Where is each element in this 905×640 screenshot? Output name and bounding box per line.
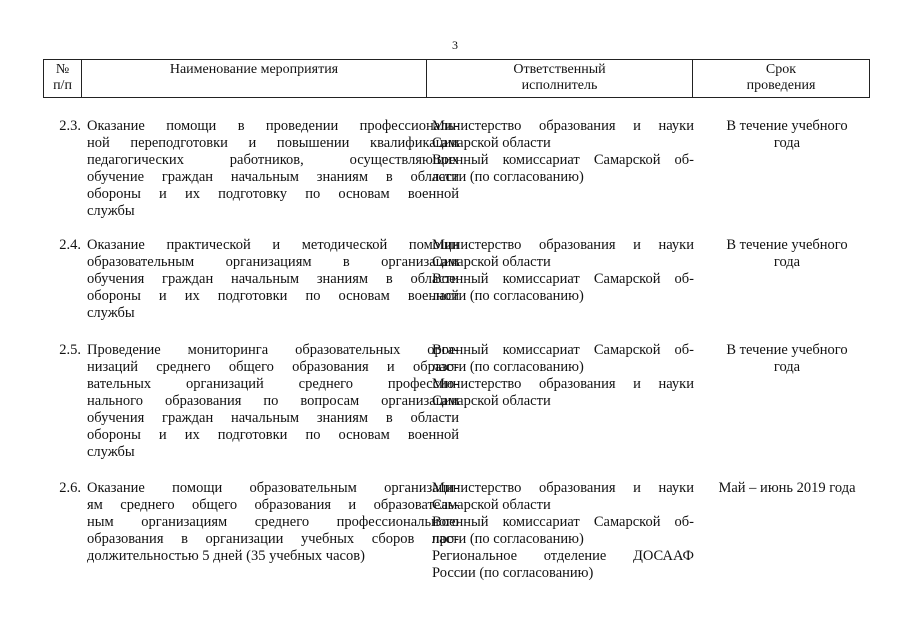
header-deadline-line-2: проведения bbox=[746, 78, 816, 93]
text-line: Министерство образования и науки bbox=[432, 480, 694, 496]
text-line: года bbox=[773, 135, 801, 151]
text-line: Военный комиссариат Самарской об- bbox=[432, 342, 694, 358]
row-responsible bbox=[432, 480, 694, 582]
header-responsible-line-2: исполнитель bbox=[521, 78, 598, 93]
row-number: 2.4. bbox=[59, 237, 81, 253]
text-line: Военный комиссариат Самарской об- bbox=[432, 271, 694, 287]
text-line: Региональное отделение ДОСААФ bbox=[432, 548, 694, 564]
row-number: 2.3. bbox=[59, 118, 81, 134]
text-line: ласти (по согласованию) bbox=[432, 288, 584, 304]
text-line: ласти (по согласованию) bbox=[432, 169, 584, 185]
table-header bbox=[43, 59, 870, 98]
text-line: Самарской области bbox=[432, 393, 551, 409]
header-row bbox=[44, 60, 870, 98]
text-line: низаций среднего общего образования и образо- bbox=[87, 359, 459, 375]
text-line: Проведение мониторинга образовательных орга- bbox=[87, 342, 459, 358]
text-line: обучения граждан начальным знаниям в области bbox=[87, 271, 459, 287]
text-line: нального образования по вопросам организации bbox=[87, 393, 459, 409]
row-deadline bbox=[705, 342, 869, 376]
header-responsible-line-1: Ответственный bbox=[513, 62, 606, 77]
text-line: В течение учебного bbox=[726, 237, 848, 253]
row-responsible bbox=[432, 118, 694, 186]
text-line: Министерство образования и науки bbox=[432, 118, 694, 134]
row-number: 2.6. bbox=[59, 480, 81, 496]
text-line: педагогических работников, осуществляющих bbox=[87, 152, 459, 168]
text-line: обороны и их подготовки по основам военной bbox=[87, 288, 459, 304]
text-line: Самарской области bbox=[432, 254, 551, 270]
header-number-line-2: п/п bbox=[53, 78, 72, 93]
text-line: ным организациям среднего профессионального bbox=[87, 514, 459, 530]
page-number: 3 bbox=[452, 38, 458, 52]
text-line: России (по согласованию) bbox=[432, 565, 594, 581]
text-line: Оказание помощи образовательным организаци- bbox=[87, 480, 459, 496]
header-event-name-line-1: Наименование мероприятия bbox=[169, 62, 339, 77]
header-event-name bbox=[82, 60, 427, 98]
text-line: Министерство образования и науки bbox=[432, 376, 694, 392]
text-line: Оказание практической и методической помощи bbox=[87, 237, 459, 253]
text-line: образовательным организациям в организации bbox=[87, 254, 459, 270]
row-number: 2.5. bbox=[59, 342, 81, 358]
text-line: Военный комиссариат Самарской об- bbox=[432, 152, 694, 168]
text-line: ной переподготовки и повышении квалификации bbox=[87, 135, 459, 151]
text-line: службы bbox=[87, 305, 135, 321]
text-line: Министерство образования и науки bbox=[432, 237, 694, 253]
text-line: В течение учебного bbox=[726, 118, 848, 134]
header-number-line-1: № bbox=[55, 62, 70, 77]
row-event-name bbox=[87, 480, 459, 565]
text-line: В течение учебного bbox=[726, 342, 848, 358]
row-event-name bbox=[87, 237, 459, 322]
text-line: Май – июнь 2019 года bbox=[718, 480, 856, 496]
header-deadline-line-1: Срок bbox=[765, 62, 797, 77]
text-line: обороны и их подготовку по основам военной bbox=[87, 186, 459, 202]
text-line: Военный комиссариат Самарской об- bbox=[432, 514, 694, 530]
text-line: службы bbox=[87, 203, 135, 219]
row-deadline bbox=[705, 118, 869, 152]
text-line: ласти (по согласованию) bbox=[432, 359, 584, 375]
text-line: ям среднего общего образования и образователь- bbox=[87, 497, 459, 513]
text-line: Оказание помощи в проведении профессиональ- bbox=[87, 118, 459, 134]
text-line: года bbox=[773, 254, 801, 270]
text-line: должительностью 5 дней (35 учебных часов) bbox=[87, 548, 365, 564]
header-responsible bbox=[427, 60, 693, 98]
header-number bbox=[44, 60, 82, 98]
row-responsible bbox=[432, 342, 694, 410]
header-deadline bbox=[693, 60, 870, 98]
text-line: обороны и их подготовки по основам военной bbox=[87, 427, 459, 443]
text-line: Самарской области bbox=[432, 135, 551, 151]
text-line: обучение граждан начальным знаниям в области bbox=[87, 169, 459, 185]
row-event-name bbox=[87, 118, 459, 220]
row-deadline bbox=[705, 237, 869, 271]
text-line: службы bbox=[87, 444, 135, 460]
text-line: вательных организаций среднего профессио- bbox=[87, 376, 459, 392]
row-event-name bbox=[87, 342, 459, 461]
row-deadline bbox=[705, 480, 869, 497]
text-line: Самарской области bbox=[432, 497, 551, 513]
row-responsible bbox=[432, 237, 694, 305]
text-line: года bbox=[773, 359, 801, 375]
text-line: ласти (по согласованию) bbox=[432, 531, 584, 547]
text-line: обучения граждан начальным знаниям в области bbox=[87, 410, 459, 426]
text-line: образования в организации учебных сборов про- bbox=[87, 531, 459, 547]
